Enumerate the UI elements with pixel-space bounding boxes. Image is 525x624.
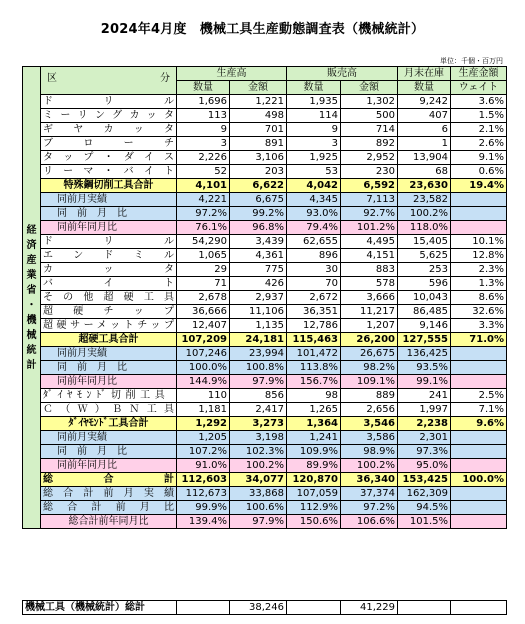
table-cell: 2,417 — [230, 403, 287, 417]
row-label: 同前年同月比 — [41, 375, 177, 389]
table-cell: 99.2% — [230, 207, 287, 221]
table-cell: 407 — [398, 109, 451, 123]
table-cell: 2,301 — [398, 431, 451, 445]
table-row — [23, 291, 507, 305]
table-cell: 2.3% — [451, 263, 507, 277]
table-cell: 109.9% — [287, 445, 341, 459]
table-row — [23, 361, 507, 375]
table-cell: 86,485 — [398, 305, 451, 319]
table-row — [23, 221, 507, 235]
table-cell: 36,666 — [177, 305, 230, 319]
table-cell: 26,675 — [341, 347, 398, 361]
table-cell: 1,241 — [287, 431, 341, 445]
table-cell: 156.7% — [287, 375, 341, 389]
row-label: ド リ ル — [41, 235, 177, 249]
row-label: 超硬サーメットチップ — [41, 319, 177, 333]
row-label: 同 前 月 比 — [41, 445, 177, 459]
table-cell: 1,065 — [177, 249, 230, 263]
table-row — [23, 459, 507, 473]
table-cell: 95.0% — [398, 459, 451, 473]
row-label: 同前月実績 — [41, 431, 177, 445]
grand-total-cell: 38,246 — [230, 601, 287, 615]
sidebar-char: 業 — [26, 269, 37, 281]
grand-total-cell — [177, 601, 230, 615]
table-cell: 883 — [341, 263, 398, 277]
header-category-right: 分 — [160, 73, 170, 84]
table-cell: 92.7% — [341, 207, 398, 221]
row-label: ﾀﾞｲﾔﾓﾝﾄﾞ切削工具 — [41, 389, 177, 403]
table-cell: 2,678 — [177, 291, 230, 305]
sidebar-char: 統 — [26, 344, 37, 356]
table-cell: 113 — [177, 109, 230, 123]
table-cell: 4,361 — [230, 249, 287, 263]
table-cell: 4,345 — [287, 193, 341, 207]
table-cell: 498 — [230, 109, 287, 123]
row-label: カ ッ タ — [41, 263, 177, 277]
table-cell: 596 — [398, 277, 451, 291]
table-cell: 107,246 — [177, 347, 230, 361]
table-cell: 891 — [230, 137, 287, 151]
header-prod-amount: 生産金額 — [451, 67, 507, 81]
table-cell: 2.1% — [451, 123, 507, 137]
row-label: その他超硬工具 — [41, 291, 177, 305]
table-cell: 1,292 — [177, 417, 230, 431]
header-qty: 数量 — [398, 81, 451, 95]
table-row — [23, 235, 507, 249]
table-cell: 99.1% — [398, 375, 451, 389]
header-sales: 販売高 — [287, 67, 398, 81]
table-cell: 102.3% — [230, 445, 287, 459]
table-cell: 3,666 — [341, 291, 398, 305]
table-cell: 15,405 — [398, 235, 451, 249]
row-label: 同前年同月比 — [41, 221, 177, 235]
table-cell: 892 — [341, 137, 398, 151]
header-amt: 金額 — [341, 81, 398, 95]
table-cell: 110 — [177, 389, 230, 403]
grand-total-table — [22, 600, 507, 615]
table-cell: 54,290 — [177, 235, 230, 249]
table-row — [23, 249, 507, 263]
row-label: 同 前 月 比 — [41, 361, 177, 375]
table-cell: 1,364 — [287, 417, 341, 431]
table-cell: 3,198 — [230, 431, 287, 445]
table-cell: 91.0% — [177, 459, 230, 473]
header-production: 生産高 — [177, 67, 287, 81]
table-cell: 1,135 — [230, 319, 287, 333]
grand-total-label: 機械工具（機械統計）総計 — [23, 601, 177, 615]
table-cell: 107.2% — [177, 445, 230, 459]
table-cell: 100.2% — [341, 459, 398, 473]
table-cell: 3,586 — [341, 431, 398, 445]
table-cell: 578 — [341, 277, 398, 291]
table-cell: 100.0% — [451, 473, 507, 487]
table-cell: 1,997 — [398, 403, 451, 417]
sidebar-char: 機 — [26, 314, 37, 326]
table-cell: 99.9% — [177, 501, 230, 515]
table-cell: 100.6% — [230, 501, 287, 515]
table-cell — [451, 347, 507, 361]
table-cell: 100.2% — [230, 459, 287, 473]
table-cell: 112,603 — [177, 473, 230, 487]
table-cell: 10.1% — [451, 235, 507, 249]
row-label: ミーリングカッタ — [41, 109, 177, 123]
table-cell: 118.0% — [398, 221, 451, 235]
table-cell: 253 — [398, 263, 451, 277]
table-cell: 23,582 — [398, 193, 451, 207]
table-cell: 33,868 — [230, 487, 287, 501]
row-label: 総合計前月実績 — [41, 487, 177, 501]
table-row — [23, 123, 507, 137]
table-cell: 3 — [287, 137, 341, 151]
table-row — [23, 431, 507, 445]
table-cell: 36,340 — [341, 473, 398, 487]
sidebar-char: 産 — [26, 254, 37, 266]
table-cell: 98.2% — [341, 361, 398, 375]
table-cell: 2.6% — [451, 137, 507, 151]
table-cell: 93.0% — [287, 207, 341, 221]
table-cell: 2,226 — [177, 151, 230, 165]
table-cell: 3 — [177, 137, 230, 151]
table-cell: 8.6% — [451, 291, 507, 305]
table-cell — [451, 207, 507, 221]
header-category-left: 区 — [47, 73, 57, 84]
table-row — [23, 277, 507, 291]
table-cell: 68 — [398, 165, 451, 179]
table-cell: 230 — [341, 165, 398, 179]
table-row — [23, 95, 507, 109]
table-cell: 71.0% — [451, 333, 507, 347]
table-cell: 120,870 — [287, 473, 341, 487]
table-cell: 70 — [287, 277, 341, 291]
table-cell — [451, 515, 507, 529]
table-cell: 98.9% — [341, 445, 398, 459]
table-cell: 9 — [287, 123, 341, 137]
row-label: ブ ロ ー チ — [41, 137, 177, 151]
header-qty: 数量 — [287, 81, 341, 95]
table-cell: 1,181 — [177, 403, 230, 417]
table-row — [23, 487, 507, 501]
table-cell: 52 — [177, 165, 230, 179]
table-cell: 112.9% — [287, 501, 341, 515]
row-label: Ｃ（Ｗ）ＢＮ工具 — [41, 403, 177, 417]
table-cell: 98 — [287, 389, 341, 403]
sidebar-char: 省 — [26, 284, 37, 296]
table-cell: 153,425 — [398, 473, 451, 487]
row-label: 総 合 計 — [41, 473, 177, 487]
table-cell: 2,656 — [341, 403, 398, 417]
table-cell: 94.5% — [398, 501, 451, 515]
row-label: ﾀﾞｲﾔﾓﾝﾄﾞ工具合計 — [41, 417, 177, 431]
table-cell: 53 — [287, 165, 341, 179]
table-cell: 139.4% — [177, 515, 230, 529]
table-cell: 1,221 — [230, 95, 287, 109]
table-cell: 109.1% — [341, 375, 398, 389]
table-cell: 30 — [287, 263, 341, 277]
table-row — [23, 347, 507, 361]
table-row — [23, 193, 507, 207]
table-cell: 101.5% — [398, 515, 451, 529]
table-cell: 4,042 — [287, 179, 341, 193]
table-cell: 9.1% — [451, 151, 507, 165]
table-row — [23, 501, 507, 515]
row-label: 超 硬 チ ッ プ — [41, 305, 177, 319]
table-cell — [451, 431, 507, 445]
table-cell: 113.8% — [287, 361, 341, 375]
table-cell: 11,217 — [341, 305, 398, 319]
table-cell: 13,904 — [398, 151, 451, 165]
table-cell: 100.2% — [398, 207, 451, 221]
table-cell: 1,265 — [287, 403, 341, 417]
table-row — [23, 151, 507, 165]
table-cell: 136,425 — [398, 347, 451, 361]
table-cell: 701 — [230, 123, 287, 137]
table-row — [23, 109, 507, 123]
row-label: 同 前 月 比 — [41, 207, 177, 221]
table-cell: 1.5% — [451, 109, 507, 123]
row-label: 特殊鋼切削工具合計 — [41, 179, 177, 193]
table-cell: 10,043 — [398, 291, 451, 305]
grand-total-cell — [451, 601, 507, 615]
table-cell: 2,937 — [230, 291, 287, 305]
table-cell: 101,472 — [287, 347, 341, 361]
sidebar-char: ・ — [26, 299, 37, 311]
table-cell: 19.4% — [451, 179, 507, 193]
table-cell: 2,238 — [398, 417, 451, 431]
table-cell: 1.3% — [451, 277, 507, 291]
table-cell: 12.8% — [451, 249, 507, 263]
table-cell: 71 — [177, 277, 230, 291]
table-cell: 7,113 — [341, 193, 398, 207]
table-cell: 37,374 — [341, 487, 398, 501]
table-row — [23, 165, 507, 179]
table-cell: 6,592 — [341, 179, 398, 193]
table-cell: 26,200 — [341, 333, 398, 347]
table-cell: 2,672 — [287, 291, 341, 305]
table-cell: 96.8% — [230, 221, 287, 235]
table-cell: 9.6% — [451, 417, 507, 431]
table-cell: 112,673 — [177, 487, 230, 501]
table-cell: 6,622 — [230, 179, 287, 193]
table-row — [23, 389, 507, 403]
table-cell — [451, 193, 507, 207]
table-cell: 34,077 — [230, 473, 287, 487]
row-label: リーマ・バイト — [41, 165, 177, 179]
table-cell: 23,630 — [398, 179, 451, 193]
row-label: タップ・ダイス — [41, 151, 177, 165]
table-row — [23, 319, 507, 333]
table-cell: 9 — [177, 123, 230, 137]
table-cell: 107,209 — [177, 333, 230, 347]
table-cell: 162,309 — [398, 487, 451, 501]
row-label: ド リ ル — [41, 95, 177, 109]
table-cell: 6,675 — [230, 193, 287, 207]
sidebar-label — [23, 67, 41, 529]
table-cell — [451, 487, 507, 501]
row-label: エ ン ド ミ ル — [41, 249, 177, 263]
table-row — [23, 179, 507, 193]
table-cell: 426 — [230, 277, 287, 291]
table-cell: 3,273 — [230, 417, 287, 431]
table-cell: 4,101 — [177, 179, 230, 193]
table-cell: 2,952 — [341, 151, 398, 165]
table-cell — [451, 221, 507, 235]
table-cell: 714 — [341, 123, 398, 137]
table-cell: 3,439 — [230, 235, 287, 249]
table-cell: 4,151 — [341, 249, 398, 263]
sidebar-char: 械 — [26, 329, 37, 341]
row-label: 超硬工具合計 — [41, 333, 177, 347]
table-row — [23, 305, 507, 319]
table-row — [23, 473, 507, 487]
table-cell: 203 — [230, 165, 287, 179]
table-cell: 5,625 — [398, 249, 451, 263]
table-cell: 127,555 — [398, 333, 451, 347]
header-weight: ウェイト — [451, 81, 507, 95]
header-amt: 金額 — [230, 81, 287, 95]
table-row — [23, 375, 507, 389]
table-cell: 241 — [398, 389, 451, 403]
unit-label: 単位：千個・百万円 — [440, 57, 503, 65]
table-cell: 1,696 — [177, 95, 230, 109]
table-cell: 775 — [230, 263, 287, 277]
sidebar-char: 経 — [26, 224, 37, 236]
table-cell: 62,655 — [287, 235, 341, 249]
table-row — [23, 333, 507, 347]
grand-total-cell — [398, 601, 451, 615]
sidebar-char: 済 — [26, 239, 37, 251]
table-cell: 76.1% — [177, 221, 230, 235]
table-cell: 23,994 — [230, 347, 287, 361]
header-row-1 — [23, 67, 507, 81]
row-label: 総合計前年同月比 — [41, 515, 177, 529]
table-cell: 856 — [230, 389, 287, 403]
statistics-table — [22, 66, 507, 529]
table-cell: 89.9% — [287, 459, 341, 473]
grand-total-row — [23, 601, 507, 615]
grand-total-cell: 41,229 — [341, 601, 398, 615]
table-row — [23, 417, 507, 431]
table-cell: 12,786 — [287, 319, 341, 333]
table-cell — [451, 361, 507, 375]
table-cell: 9,242 — [398, 95, 451, 109]
table-cell: 500 — [341, 109, 398, 123]
table-cell: 7.1% — [451, 403, 507, 417]
sidebar-char: 計 — [26, 359, 37, 371]
header-qty: 数量 — [177, 81, 230, 95]
table-cell: 2.5% — [451, 389, 507, 403]
table-cell: 93.5% — [398, 361, 451, 375]
table-cell: 12,407 — [177, 319, 230, 333]
table-cell: 896 — [287, 249, 341, 263]
table-cell: 9,146 — [398, 319, 451, 333]
table-cell: 1,207 — [341, 319, 398, 333]
table-cell: 97.2% — [341, 501, 398, 515]
row-label: ギ ヤ カ ッ タ — [41, 123, 177, 137]
table-cell: 101.2% — [341, 221, 398, 235]
row-label: 同前月実績 — [41, 347, 177, 361]
table-row — [23, 445, 507, 459]
table-row — [23, 515, 507, 529]
table-cell: 1,205 — [177, 431, 230, 445]
table-cell: 107,059 — [287, 487, 341, 501]
table-cell: 889 — [341, 389, 398, 403]
table-cell: 144.9% — [177, 375, 230, 389]
table-row — [23, 263, 507, 277]
table-cell: 79.4% — [287, 221, 341, 235]
table-cell: 106.6% — [341, 515, 398, 529]
table-cell: 97.9% — [230, 375, 287, 389]
table-cell: 3,546 — [341, 417, 398, 431]
table-row — [23, 207, 507, 221]
row-label: 同前年同月比 — [41, 459, 177, 473]
table-cell: 1,935 — [287, 95, 341, 109]
table-cell: 0.6% — [451, 165, 507, 179]
table-cell — [451, 375, 507, 389]
table-cell — [451, 459, 507, 473]
table-cell: 4,221 — [177, 193, 230, 207]
table-cell: 1,302 — [341, 95, 398, 109]
table-row — [23, 403, 507, 417]
table-cell: 3.3% — [451, 319, 507, 333]
table-cell: 6 — [398, 123, 451, 137]
table-cell: 1 — [398, 137, 451, 151]
table-cell: 3,106 — [230, 151, 287, 165]
table-cell: 97.9% — [230, 515, 287, 529]
table-cell: 32.6% — [451, 305, 507, 319]
table-cell: 29 — [177, 263, 230, 277]
table-cell: 24,181 — [230, 333, 287, 347]
header-category — [41, 67, 177, 95]
table-cell: 3.6% — [451, 95, 507, 109]
table-cell: 114 — [287, 109, 341, 123]
header-inventory: 月末在庫 — [398, 67, 451, 81]
table-cell: 36,351 — [287, 305, 341, 319]
table-cell: 97.3% — [398, 445, 451, 459]
page-title: 2024年4月度 機械工具生産動態調査表（機械統計） — [100, 22, 425, 37]
table-cell: 4,495 — [341, 235, 398, 249]
table-cell: 97.2% — [177, 207, 230, 221]
table-cell: 115,463 — [287, 333, 341, 347]
grand-total-cell — [287, 601, 341, 615]
table-cell: 150.6% — [287, 515, 341, 529]
table-cell — [451, 501, 507, 515]
table-cell — [451, 445, 507, 459]
table-cell: 100.0% — [177, 361, 230, 375]
row-label: 総合計前月比 — [41, 501, 177, 515]
table-cell: 11,106 — [230, 305, 287, 319]
table-cell: 1,925 — [287, 151, 341, 165]
row-label: バ イ ト — [41, 277, 177, 291]
table-row — [23, 137, 507, 151]
row-label: 同前月実績 — [41, 193, 177, 207]
table-cell: 100.8% — [230, 361, 287, 375]
